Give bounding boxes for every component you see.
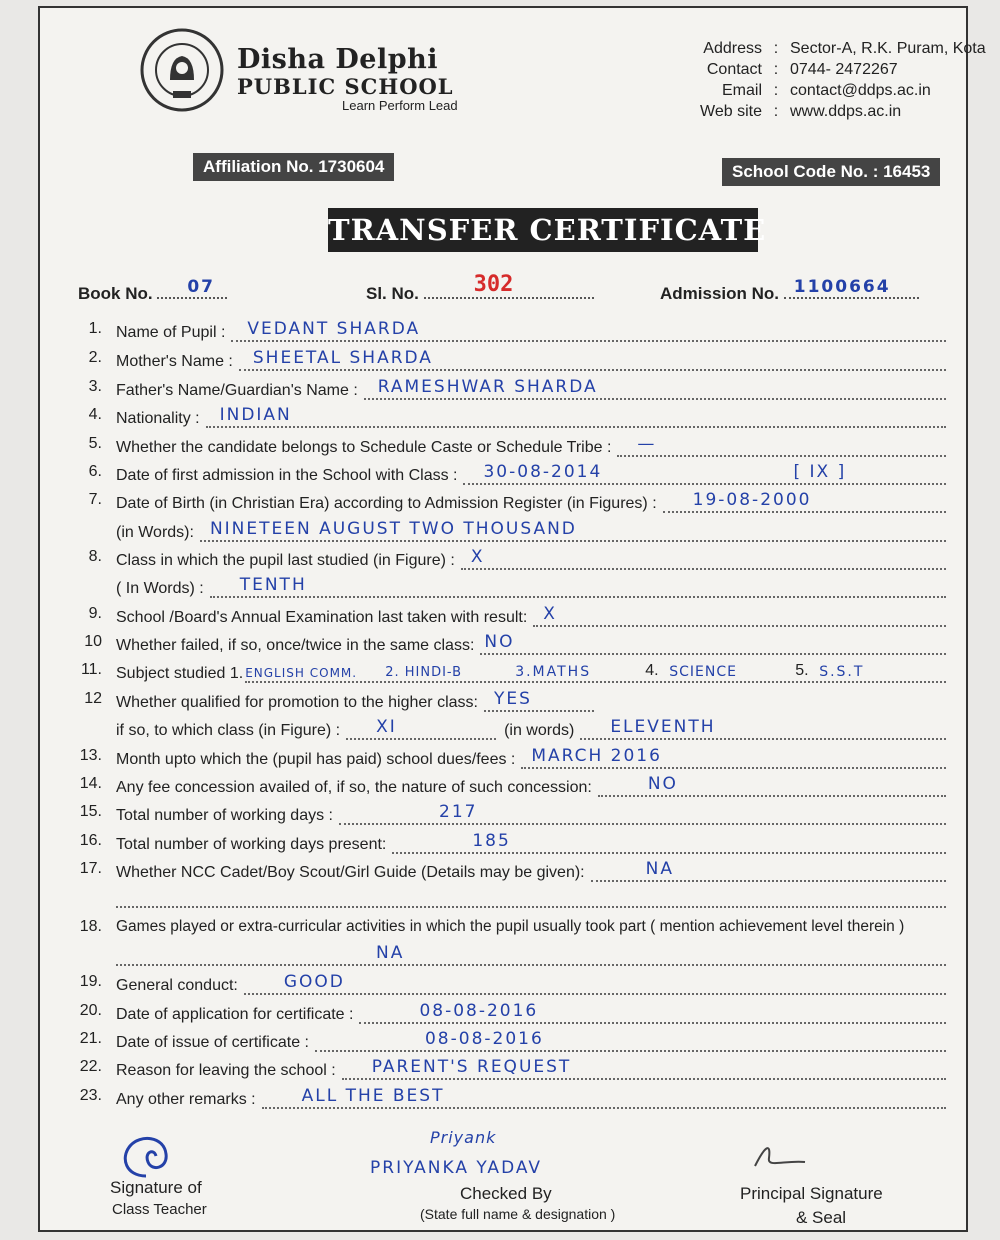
class-teacher-label-2: Class Teacher: [112, 1201, 207, 1218]
field-nationality: 4. Nationality : INDIAN: [58, 406, 946, 432]
field-dob-words: (in Words): NINETEEN AUGUST TWO THOUSAND: [58, 520, 946, 546]
field-date-of-issue: 21. Date of issue of certificate : 08-08-2016: [58, 1030, 946, 1056]
field-subjects-studied: 11. Subject studied 1. ENGLISH COMM. 2. HINDI-B 3.MATHS 4. SCIENCE 5. S.S.T: [58, 661, 946, 687]
field-working-days: 15. Total number of working days : 217: [58, 803, 946, 829]
field-first-admission: 6. Date of first admission in the School with Class : 30-08-2014 [ IX ]: [58, 463, 946, 489]
checked-by-name: PRIYANKA YADAV: [370, 1158, 543, 1178]
certificate-sheet: [38, 6, 986, 1232]
principal-signature: [735, 1136, 825, 1176]
field-general-conduct: 19. General conduct: GOOD: [58, 973, 946, 999]
field-games-activities: 18. Games played or extra-curricular activities in which the pupil usually took part ( mention achievement level therein ): [79, 918, 905, 935]
field-reason-for-leaving: 22. Reason for leaving the school : PARENT'S REQUEST: [58, 1058, 946, 1084]
book-number: Book No. 07: [78, 284, 227, 304]
checked-by-signature: Priyank: [430, 1128, 497, 1147]
field-mothers-name: 2. Mother's Name : SHEETAL SHARDA: [58, 349, 946, 375]
field-other-remarks: 23. Any other remarks : ALL THE BEST: [58, 1087, 946, 1113]
affiliation-badge: Affiliation No. 1730604: [193, 153, 394, 181]
field-days-present: 16. Total number of working days present: 185: [58, 832, 946, 858]
field-ncc-extra-line: [116, 906, 946, 908]
principal-label-2: & Seal: [796, 1208, 847, 1227]
school-name: Disha Delphi: [237, 44, 439, 75]
serial-number: Sl. No. 302: [366, 284, 594, 304]
admission-number: Admission No. 1100664: [660, 284, 919, 304]
field-qualified-promotion: 12 Whether qualified for promotion to the higher class: YES: [58, 690, 946, 716]
field-date-of-application: 20. Date of application for certificate : 08-08-2016: [58, 1002, 946, 1028]
school-logo: [140, 28, 224, 112]
contact-phone: Contact : 0744- 2472267: [706, 61, 898, 78]
field-fees-paid-upto: 13. Month upto which the (pupil has paid) school dues/fees : MARCH 2016: [58, 747, 946, 773]
contact-block: [690, 38, 986, 122]
certificate-title: TRANSFER CERTIFICATE: [328, 208, 758, 252]
school-code-badge: School Code No. : 16453: [722, 158, 940, 186]
field-class-last-studied: 8. Class in which the pupil last studied (in Figure) : X: [58, 548, 946, 574]
field-games-answer-line: NA: [116, 964, 946, 966]
checked-by-label: Checked By: [460, 1184, 552, 1203]
field-fathers-name: 3. Father's Name/Guardian's Name : RAMESHWAR SHARDA: [58, 378, 946, 404]
field-promoted-class: if so, to which class (in Figure) : XI (in words) ELEVENTH: [58, 718, 946, 744]
school-tagline: Learn Perform Lead: [342, 98, 458, 113]
contact-email: Email : contact@ddps.ac.in: [721, 82, 931, 99]
field-fee-concession: 14. Any fee concession availed of, if so, the nature of such concession: NO: [58, 775, 946, 801]
principal-label: Principal Signature: [740, 1184, 883, 1203]
checked-by-note: (State full name & designation ): [420, 1206, 616, 1222]
field-ncc-scout: 17. Whether NCC Cadet/Boy Scout/Girl Guide (Details may be given): NA: [58, 860, 946, 886]
field-class-in-words: ( In Words) : TENTH: [58, 576, 946, 602]
field-annual-exam: 9. School /Board's Annual Examination last taken with result: X: [58, 605, 946, 631]
contact-website: Web site : www.ddps.ac.in: [700, 103, 902, 120]
field-whether-failed: 10 Whether failed, if so, once/twice in the same class: NO: [58, 633, 946, 659]
field-name-of-pupil: 1. Name of Pupil : VEDANT SHARDA: [58, 320, 946, 346]
field-dob-figures: 7. Date of Birth (in Christian Era) according to Admission Register (in Figures) : 19-08-2000: [58, 491, 946, 517]
field-caste: 5. Whether the candidate belongs to Schedule Caste or Schedule Tribe : —: [58, 435, 946, 461]
contact-address: Address : Sector-A, R.K. Puram, Kota: [703, 40, 986, 57]
school-subtitle: PUBLIC SCHOOL: [237, 74, 454, 99]
class-teacher-label: Signature of: [110, 1178, 202, 1197]
